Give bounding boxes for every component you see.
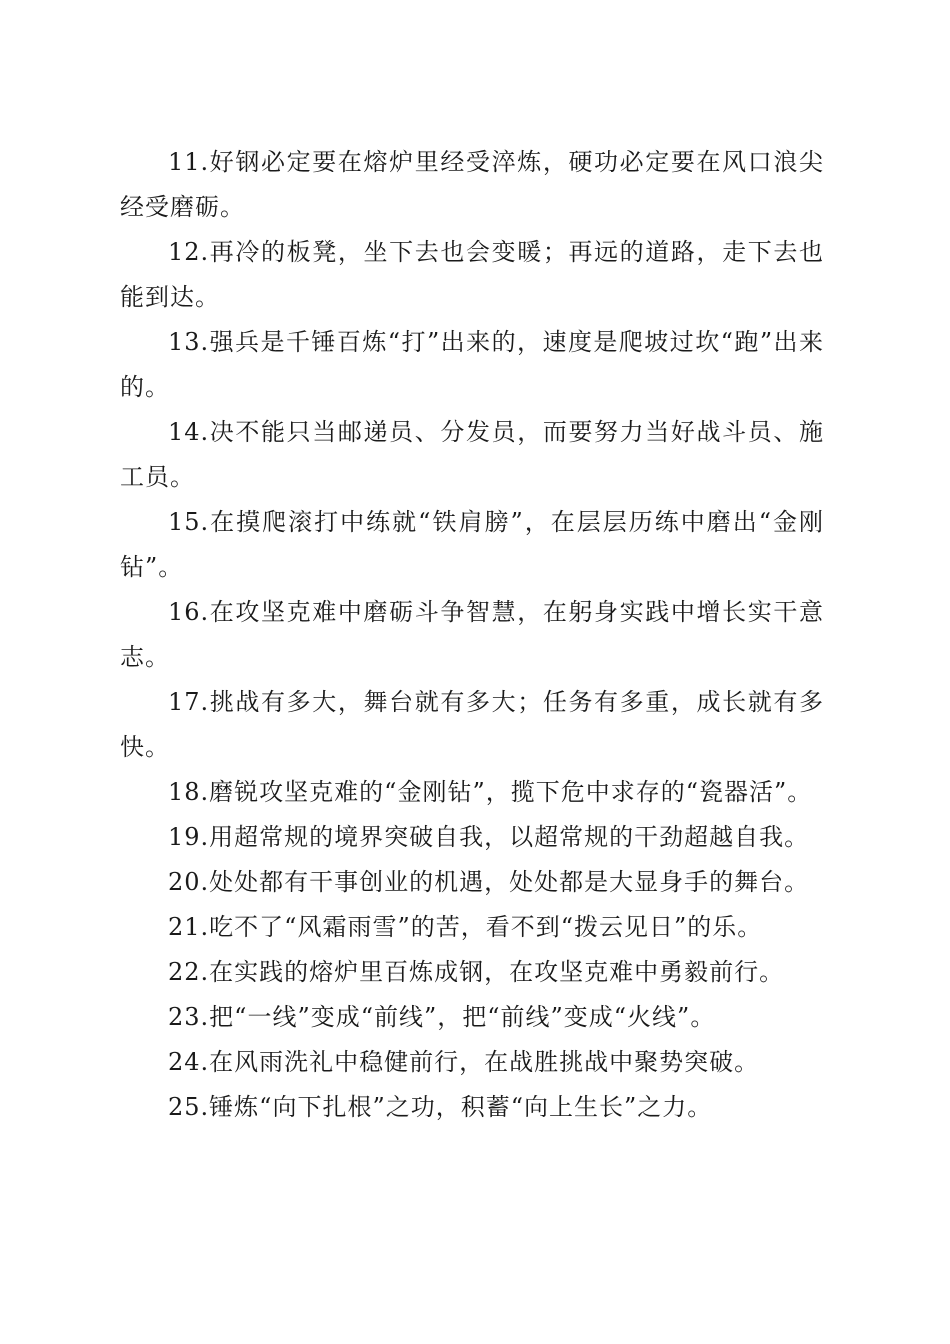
list-item [120, 140, 824, 230]
list-item [120, 770, 824, 815]
list-item [120, 230, 824, 320]
item-number: 23. [168, 1003, 210, 1031]
item-number: 21. [168, 913, 210, 941]
item-number: 17. [168, 688, 210, 716]
list-item [120, 680, 824, 770]
item-text: 决不能只当邮递员、分发员，而要努力当好战斗员、施工员。 [120, 418, 824, 491]
item-number: 13. [168, 328, 210, 356]
item-text: 处处都有干事创业的机遇，处处都是大显身手的舞台。 [209, 868, 810, 896]
item-number: 11. [168, 148, 210, 176]
list-item [120, 860, 824, 905]
list-item [120, 995, 824, 1040]
item-number: 16. [168, 598, 210, 626]
item-text: 吃不了“风霜雨雪”的苦，看不到“拨云见日”的乐。 [209, 913, 763, 941]
item-number: 14. [168, 418, 210, 446]
item-text: 好钢必定要在熔炉里经受淬炼，硬功必定要在风口浪尖经受磨砺。 [120, 148, 824, 221]
list-item [120, 905, 824, 950]
quote-list [120, 140, 824, 1130]
item-text: 锤炼“向下扎根”之功，积蓄“向上生长”之力。 [209, 1093, 713, 1121]
item-number: 18. [168, 778, 210, 806]
item-text: 再冷的板凳，坐下去也会变暖；再远的道路，走下去也能到达。 [120, 238, 824, 311]
item-text: 在摸爬滚打中练就“铁肩膀”，在层层历练中磨出“金刚钻”。 [120, 508, 824, 581]
item-number: 25. [168, 1093, 210, 1121]
item-number: 15. [168, 508, 210, 536]
item-number: 24. [168, 1048, 210, 1076]
list-item [120, 590, 824, 680]
list-item [120, 500, 824, 590]
list-item [120, 950, 824, 995]
item-text: 磨锐攻坚克难的“金刚钻”，揽下危中求存的“瓷器活”。 [209, 778, 813, 806]
item-number: 19. [168, 823, 210, 851]
item-text: 在攻坚克难中磨砺斗争智慧，在躬身实践中增长实干意志。 [120, 598, 824, 671]
list-item [120, 320, 824, 410]
list-item [120, 1040, 824, 1085]
list-item [120, 410, 824, 500]
list-item [120, 815, 824, 860]
item-text: 在实践的熔炉里百炼成钢，在攻坚克难中勇毅前行。 [209, 958, 785, 986]
item-number: 22. [168, 958, 210, 986]
item-number: 20. [168, 868, 210, 896]
item-text: 把“一线”变成“前线”，把“前线”变成“火线”。 [209, 1003, 716, 1031]
item-text: 在风雨洗礼中稳健前行，在战胜挑战中聚势突破。 [209, 1048, 760, 1076]
item-text: 挑战有多大，舞台就有多大；任务有多重，成长就有多快。 [120, 688, 824, 761]
item-number: 12. [168, 238, 210, 266]
item-text: 强兵是千锤百炼“打”出来的，速度是爬坡过坎“跑”出来的。 [120, 328, 824, 401]
item-text: 用超常规的境界突破自我，以超常规的干劲超越自我。 [209, 823, 810, 851]
list-item [120, 1085, 824, 1130]
